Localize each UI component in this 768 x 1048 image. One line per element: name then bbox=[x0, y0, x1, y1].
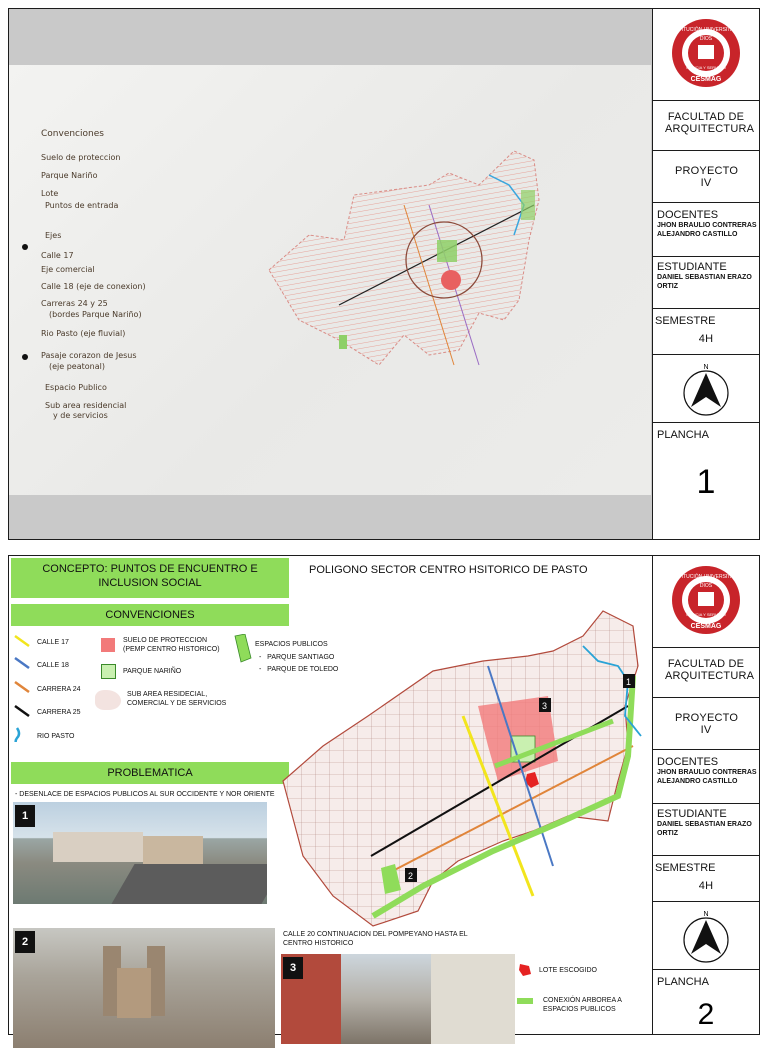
teacher-name: JHON BRAULIO CONTRERAS bbox=[657, 769, 757, 776]
photo3-caption: CALLE 20 CONTINUACION DEL POMPEYANO HASTA EL CENTRO HISTORICO bbox=[283, 931, 468, 947]
semester-label: SEMESTRE bbox=[655, 862, 716, 874]
sketch-item: Pasaje corazon de Jesus bbox=[41, 351, 137, 360]
photo-building bbox=[143, 836, 203, 864]
project-cell: PROYECTO IV bbox=[653, 698, 759, 750]
sketch-item: (bordes Parque Nariño) bbox=[49, 310, 142, 319]
sketch-item: Lote bbox=[41, 189, 59, 198]
plate-cell bbox=[653, 970, 759, 1032]
legend-espacio-1: - PARQUE SANTIAGO bbox=[259, 654, 335, 661]
photo-badge-2: 2 bbox=[15, 931, 35, 953]
sketch-photo bbox=[9, 65, 651, 495]
sketch-item: Ejes bbox=[45, 231, 62, 240]
legend-conexion: CONEXIÓN ARBOREA A ESPACIOS PUBLICOS bbox=[543, 997, 622, 1013]
sketch-item: Parque Nariño bbox=[41, 171, 98, 180]
legend-suelo: SUELO DE PROTECCION (PEMP CENTRO HISTORICO) bbox=[123, 637, 220, 653]
logo-motto-text: CIENCIA Y SERVICIO bbox=[686, 612, 726, 617]
photo-building bbox=[431, 954, 515, 1044]
sketch-item: Puntos de entrada bbox=[45, 201, 119, 210]
student-cell bbox=[653, 257, 759, 309]
teachers-cell bbox=[653, 750, 759, 804]
photo-badge-3: 3 bbox=[283, 957, 303, 979]
photo-road bbox=[111, 864, 267, 904]
legend-carrera25: CARRERA 25 bbox=[37, 709, 81, 716]
plate-label: PLANCHA bbox=[657, 976, 709, 988]
svg-text:N: N bbox=[703, 364, 709, 371]
legend-suelo-swatch bbox=[101, 638, 115, 652]
sketch-item: Calle 18 (eje de conexion) bbox=[41, 282, 146, 291]
sketch-item: Sub area residencial bbox=[45, 401, 127, 410]
student-name: DANIEL SEBASTIAN ERAZO bbox=[657, 821, 752, 828]
logo-top-text: INSTITUCIÓN UNIVERSITARIA bbox=[670, 27, 742, 33]
legend-subarea: SUB AREA RESIDECIAL, COMERCIAL Y DE SERVICIOS bbox=[127, 691, 227, 707]
legend-subarea-swatch bbox=[95, 690, 121, 710]
legend-calle17: CALLE 17 bbox=[37, 639, 69, 646]
sketch-item: y de servicios bbox=[53, 411, 108, 420]
plate-number: 2 bbox=[697, 998, 715, 1031]
photo-river-bridge bbox=[13, 802, 267, 904]
legend-lote: LOTE ESCOGIDO bbox=[539, 967, 597, 974]
cesmag-logo bbox=[653, 556, 759, 648]
legend-parque: PARQUE NARIÑO bbox=[123, 668, 182, 675]
sketch-drawing bbox=[9, 65, 651, 495]
teacher-name: JHON BRAULIO CONTRERAS bbox=[657, 222, 757, 229]
problem-text: - DESENLACE DE ESPACIOS PUBLICOS AL SUR OCCIDENTE Y NOR ORIENTE bbox=[15, 791, 275, 798]
student-name: DANIEL SEBASTIAN ERAZO bbox=[657, 274, 752, 281]
student-label: ESTUDIANTE bbox=[657, 261, 727, 273]
svg-text:N: N bbox=[703, 911, 709, 918]
cesmag-logo bbox=[653, 9, 759, 101]
logo-cell bbox=[653, 556, 759, 648]
north-cell bbox=[653, 355, 759, 423]
map-title: POLIGONO SECTOR CENTRO HSITORICO DE PASTO bbox=[309, 564, 588, 576]
north-arrow-icon bbox=[653, 902, 759, 970]
sketch-item: Eje comercial bbox=[41, 265, 95, 274]
plate-number: 1 bbox=[696, 463, 716, 501]
semester-value: 4H bbox=[698, 333, 714, 345]
plate-label: PLANCHA bbox=[657, 429, 709, 441]
legend-carrera24: CARRERA 24 bbox=[37, 686, 81, 693]
sketch-item: (eje peatonal) bbox=[49, 362, 105, 371]
logo-motto-text: CIENCIA Y SERVICIO bbox=[686, 65, 726, 70]
plate-sheet-2 bbox=[8, 555, 760, 1035]
student-name: ORTIZ bbox=[657, 830, 678, 837]
faculty-cell: FACULTAD DE ARQUITECTURA bbox=[653, 648, 759, 698]
logo-top-text: INSTITUCIÓN UNIVERSITARIA bbox=[670, 574, 742, 580]
north-cell bbox=[653, 902, 759, 970]
photo-cathedral bbox=[13, 928, 275, 1048]
student-label: ESTUDIANTE bbox=[657, 808, 727, 820]
student-name: ORTIZ bbox=[657, 283, 678, 290]
legend-rio: RIO PASTO bbox=[37, 733, 75, 740]
plate-cell bbox=[653, 423, 759, 502]
conventions-title: CONVENCIONES bbox=[11, 604, 289, 626]
svg-text:3: 3 bbox=[542, 701, 548, 711]
sketch-item: Carreras 24 y 25 bbox=[41, 299, 108, 308]
project-cell: PROYECTO IV bbox=[653, 151, 759, 203]
legend-calle18: CALLE 18 bbox=[37, 662, 69, 669]
logo-bottom-text: CESMAG bbox=[690, 623, 722, 630]
legend-espacios: ESPACIOS PUBLICOS bbox=[255, 641, 328, 648]
logo-mid-text: DIOS bbox=[699, 583, 713, 589]
legend-espacio-2: - PARQUE DE TOLEDO bbox=[259, 666, 339, 673]
photo-building bbox=[53, 832, 143, 862]
title-block bbox=[652, 9, 759, 539]
svg-text:2: 2 bbox=[408, 871, 414, 881]
sketch-title: Convenciones bbox=[41, 129, 104, 139]
title-block bbox=[652, 556, 759, 1034]
legend-conexion-swatch bbox=[517, 998, 533, 1004]
teachers-label: DOCENTES bbox=[657, 209, 719, 221]
plate-sheet-1 bbox=[8, 8, 760, 540]
photo-street bbox=[281, 954, 515, 1044]
legend-espacios-swatch bbox=[231, 634, 253, 664]
semester-cell bbox=[653, 309, 759, 355]
semester-label: SEMESTRE bbox=[655, 315, 716, 327]
historic-center-map bbox=[273, 606, 643, 936]
sketch-item: Espacio Publico bbox=[45, 383, 107, 392]
semester-value: 4H bbox=[698, 880, 714, 892]
sketch-item: Rio Pasto (eje fluvial) bbox=[41, 329, 126, 338]
problem-title: PROBLEMATICA bbox=[11, 762, 289, 784]
sketch-item: Calle 17 bbox=[41, 251, 74, 260]
sketch-item: Suelo de proteccion bbox=[41, 153, 121, 162]
photo-badge-1: 1 bbox=[15, 805, 35, 827]
teacher-name: ALEJANDRO CASTILLO bbox=[657, 778, 738, 785]
faculty-cell: FACULTAD DE ARQUITECTURA bbox=[653, 101, 759, 151]
photo-church bbox=[117, 968, 151, 1018]
legend-lote-swatch bbox=[517, 962, 533, 978]
teacher-name: ALEJANDRO CASTILLO bbox=[657, 231, 738, 238]
north-arrow-icon bbox=[653, 355, 759, 423]
teachers-label: DOCENTES bbox=[657, 756, 719, 768]
logo-mid-text: DIOS bbox=[699, 36, 713, 42]
teachers-cell bbox=[653, 203, 759, 257]
svg-text:1: 1 bbox=[626, 677, 632, 687]
student-cell bbox=[653, 804, 759, 856]
semester-cell bbox=[653, 856, 759, 902]
logo-bottom-text: CESMAG bbox=[690, 76, 722, 83]
concept-title: CONCEPTO: PUNTOS DE ENCUENTRO E INCLUSION SOCIAL bbox=[11, 558, 289, 598]
logo-cell bbox=[653, 9, 759, 101]
legend-parque-swatch bbox=[101, 664, 116, 679]
